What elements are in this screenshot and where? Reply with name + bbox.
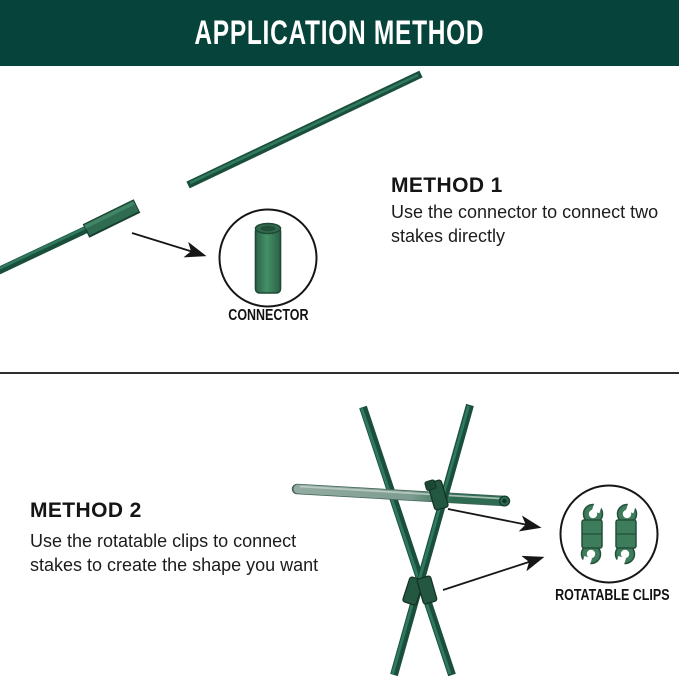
clips-callout-circle <box>561 486 658 583</box>
stake-lower-left <box>0 203 137 273</box>
connector-label: CONNECTOR <box>227 307 309 324</box>
magnified-connector-icon <box>256 224 281 294</box>
connector-sleeve <box>85 203 137 231</box>
method1-heading: METHOD 1 <box>391 174 503 197</box>
method1-description: Use the connector to connect two stakes directly <box>391 202 659 246</box>
rotatable-clips-label: ROTATABLE CLIPS <box>554 587 670 604</box>
stake-upper-right <box>188 74 421 185</box>
clips-label-container <box>532 587 679 605</box>
connector-arrow <box>132 233 203 255</box>
method2-illustration <box>0 374 679 679</box>
lower-clip <box>402 576 437 606</box>
banner <box>0 0 679 66</box>
method2-description: Use the rotatable clips to connect stakes to create the shape you want <box>30 531 319 575</box>
method2-heading: METHOD 2 <box>30 499 142 522</box>
clip-arrow-upper <box>448 509 538 527</box>
stake-horizontal <box>297 487 510 506</box>
connector-callout-circle <box>220 210 317 307</box>
connector-label-container <box>188 307 348 325</box>
clip-arrow-lower <box>443 558 541 590</box>
page-title: APPLICATION METHOD <box>194 13 485 52</box>
